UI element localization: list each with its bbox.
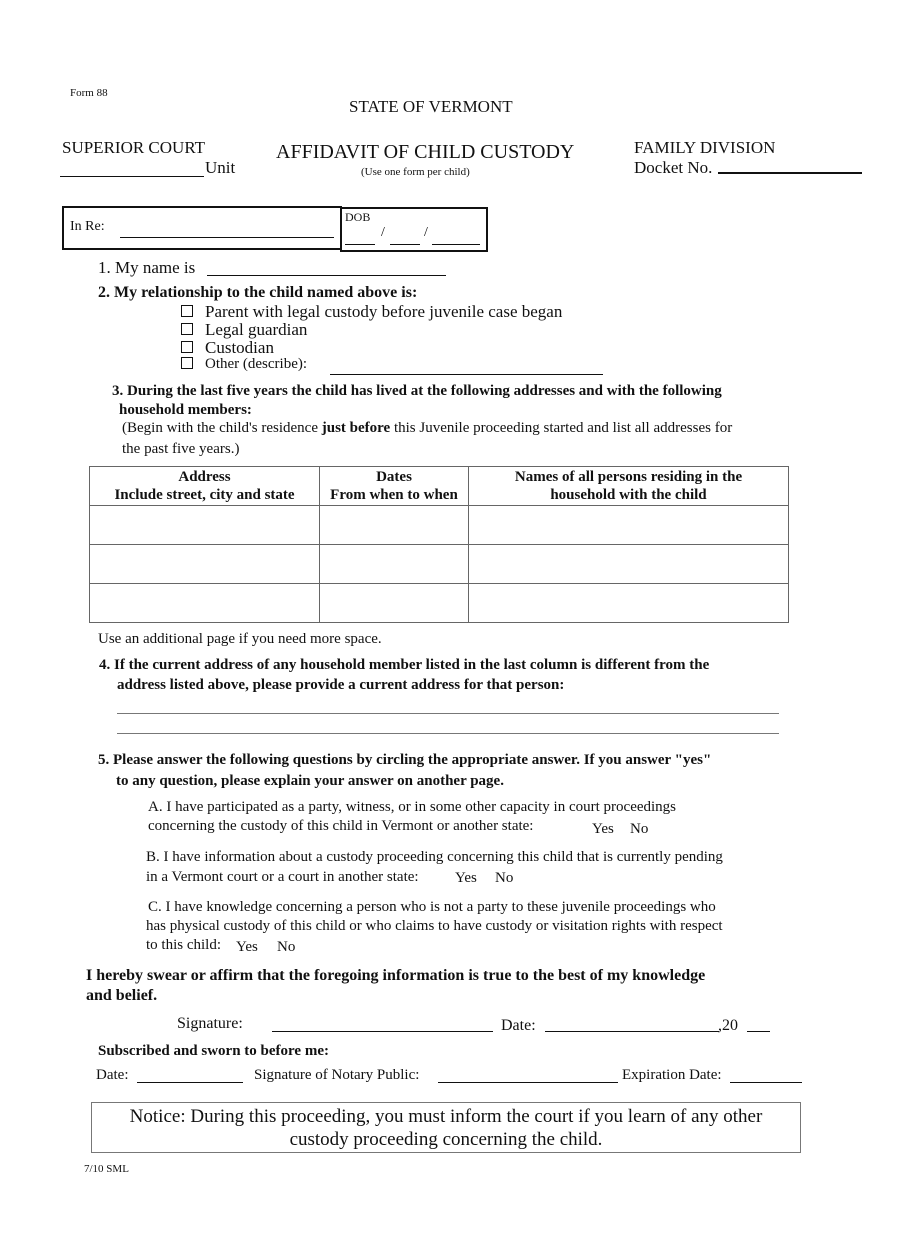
checkbox[interactable] bbox=[181, 305, 193, 317]
signature-field[interactable] bbox=[272, 1031, 493, 1032]
header-text: Names of all persons residing in the bbox=[514, 469, 743, 485]
form-title: AFFIDAVIT OF CHILD CUSTODY bbox=[276, 141, 575, 163]
dob-day-field[interactable] bbox=[390, 244, 420, 245]
notary-date-field[interactable] bbox=[137, 1082, 243, 1083]
q5c-yes[interactable]: Yes bbox=[236, 939, 258, 955]
date-label: Date: bbox=[501, 1017, 536, 1034]
q5c-text-cont2: to this child: bbox=[146, 937, 221, 953]
notice-text: Notice: During this proceeding, you must inform the court if you learn of any other bbox=[129, 1106, 763, 1127]
persons-cell[interactable] bbox=[469, 584, 789, 623]
option-guardian-label: Legal guardian bbox=[205, 320, 308, 339]
q4-heading-cont: address listed above, please provide a current address for that person: bbox=[117, 677, 565, 693]
court-label: SUPERIOR COURT bbox=[62, 138, 206, 157]
expiration-date-field[interactable] bbox=[730, 1082, 802, 1083]
q5-heading: 5. Please answer the following questions by circling the appropriate answer. If you answer "yes" bbox=[98, 752, 712, 768]
q1-label: 1. My name is bbox=[98, 258, 196, 277]
signature-label: Signature: bbox=[177, 1015, 243, 1032]
header-text: Include street, city and state bbox=[114, 487, 295, 503]
address-column-header bbox=[90, 467, 320, 506]
option-parent[interactable] bbox=[181, 302, 562, 322]
option-other[interactable] bbox=[181, 356, 307, 373]
option-custodian-label: Custodian bbox=[205, 338, 274, 357]
address-cell[interactable] bbox=[90, 545, 320, 584]
date-field[interactable] bbox=[545, 1031, 719, 1032]
unit-field[interactable] bbox=[60, 176, 204, 177]
checkbox[interactable] bbox=[181, 357, 193, 369]
current-address-line-2[interactable] bbox=[117, 733, 779, 734]
address-table bbox=[89, 466, 789, 623]
footer-code: 7/10 SML bbox=[84, 1163, 129, 1175]
state-heading: STATE OF VERMONT bbox=[349, 97, 513, 116]
q5a-text: A. I have participated as a party, witness, or in some other capacity in court proceedings bbox=[148, 799, 677, 815]
dates-cell[interactable] bbox=[320, 506, 469, 545]
docket-field[interactable] bbox=[718, 172, 862, 174]
q3-note-cont: the past five years.) bbox=[122, 441, 240, 457]
q5a-no[interactable]: No bbox=[630, 821, 649, 837]
table-row bbox=[90, 545, 789, 584]
q3-note-emphasis: just before bbox=[321, 420, 391, 436]
table-row bbox=[90, 506, 789, 545]
current-address-line-1[interactable] bbox=[117, 713, 779, 714]
q2-label: 2. My relationship to the child named above is: bbox=[98, 284, 418, 301]
q3-note-text: this Juvenile proceeding started and list all addresses for bbox=[390, 420, 733, 436]
checkbox[interactable] bbox=[181, 341, 193, 353]
table-row bbox=[90, 584, 789, 623]
q5c-no[interactable]: No bbox=[277, 939, 296, 955]
dob-separator: / bbox=[381, 225, 385, 240]
q5b-text-cont: in a Vermont court or a court in another state: bbox=[146, 869, 419, 885]
dob-month-field[interactable] bbox=[345, 244, 375, 245]
docket-label: Docket No. bbox=[634, 158, 713, 177]
dob-label: DOB bbox=[345, 210, 371, 224]
option-other-label: Other (describe): bbox=[205, 356, 308, 372]
expiration-date-label: Expiration Date: bbox=[622, 1067, 722, 1083]
q5-heading-cont: to any question, please explain your answer on another page. bbox=[116, 773, 504, 789]
q3-note bbox=[122, 420, 732, 437]
q5b-yes[interactable]: Yes bbox=[455, 870, 477, 886]
form-number: Form 88 bbox=[70, 87, 108, 99]
header-text: Address bbox=[178, 469, 231, 485]
inre-name-field[interactable] bbox=[120, 237, 334, 238]
q5b-no[interactable]: No bbox=[495, 870, 514, 886]
other-describe-field[interactable] bbox=[330, 374, 603, 375]
dob-year-field[interactable] bbox=[432, 244, 480, 245]
address-cell[interactable] bbox=[90, 506, 320, 545]
q3-heading-cont: household members: bbox=[119, 402, 252, 418]
oath-statement: I hereby swear or affirm that the foregoing information is true to the best of my knowledge bbox=[86, 967, 706, 984]
persons-cell[interactable] bbox=[469, 506, 789, 545]
persons-cell[interactable] bbox=[469, 545, 789, 584]
notice-text-cont: custody proceeding concerning the child. bbox=[289, 1129, 603, 1150]
dob-separator: / bbox=[424, 225, 428, 240]
q3-note-text: (Begin with the child's residence bbox=[122, 420, 322, 436]
q5c-text-cont: has physical custody of this child or who claims to have custody or visitation rights with respect bbox=[146, 918, 723, 934]
subscribed-label: Subscribed and sworn to before me: bbox=[98, 1043, 329, 1059]
header-text: From when to when bbox=[330, 487, 458, 503]
form-subtitle: (Use one form per child) bbox=[361, 166, 470, 178]
dates-cell[interactable] bbox=[320, 545, 469, 584]
unit-label: Unit bbox=[205, 158, 236, 177]
option-parent-label: Parent with legal custody before juvenile case began bbox=[205, 302, 563, 321]
dates-cell[interactable] bbox=[320, 584, 469, 623]
address-cell[interactable] bbox=[90, 584, 320, 623]
more-space-note: Use an additional page if you need more space. bbox=[98, 631, 382, 647]
option-custodian[interactable] bbox=[181, 338, 274, 358]
notice-box bbox=[91, 1102, 801, 1153]
name-field[interactable] bbox=[207, 275, 446, 276]
q5a-yes[interactable]: Yes bbox=[592, 821, 614, 837]
persons-column-header bbox=[469, 467, 789, 506]
notary-signature-label: Signature of Notary Public: bbox=[254, 1067, 420, 1083]
year-field[interactable] bbox=[747, 1031, 770, 1032]
header-text: Dates bbox=[376, 469, 412, 485]
option-guardian[interactable] bbox=[181, 320, 307, 340]
q5b-text: B. I have information about a custody proceeding concerning this child that is currently pending bbox=[146, 849, 723, 865]
table-header-row bbox=[90, 467, 789, 506]
notary-signature-field[interactable] bbox=[438, 1082, 618, 1083]
oath-statement-cont: and belief. bbox=[86, 987, 158, 1004]
year-prefix: ,20 bbox=[718, 1017, 738, 1034]
notary-date-label: Date: bbox=[96, 1067, 129, 1083]
inre-label: In Re: bbox=[70, 219, 105, 234]
q5c-text: C. I have knowledge concerning a person who is not a party to these juvenile proceedings who bbox=[148, 899, 716, 915]
q3-heading: 3. During the last five years the child has lived at the following addresses and with the following bbox=[112, 383, 722, 399]
division-label: FAMILY DIVISION bbox=[634, 138, 776, 157]
q4-heading: 4. If the current address of any household member listed in the last column is different from the bbox=[99, 657, 710, 673]
header-text: household with the child bbox=[550, 487, 707, 503]
checkbox[interactable] bbox=[181, 323, 193, 335]
q5a-text-cont: concerning the custody of this child in Vermont or another state: bbox=[148, 818, 534, 834]
dates-column-header bbox=[320, 467, 469, 506]
